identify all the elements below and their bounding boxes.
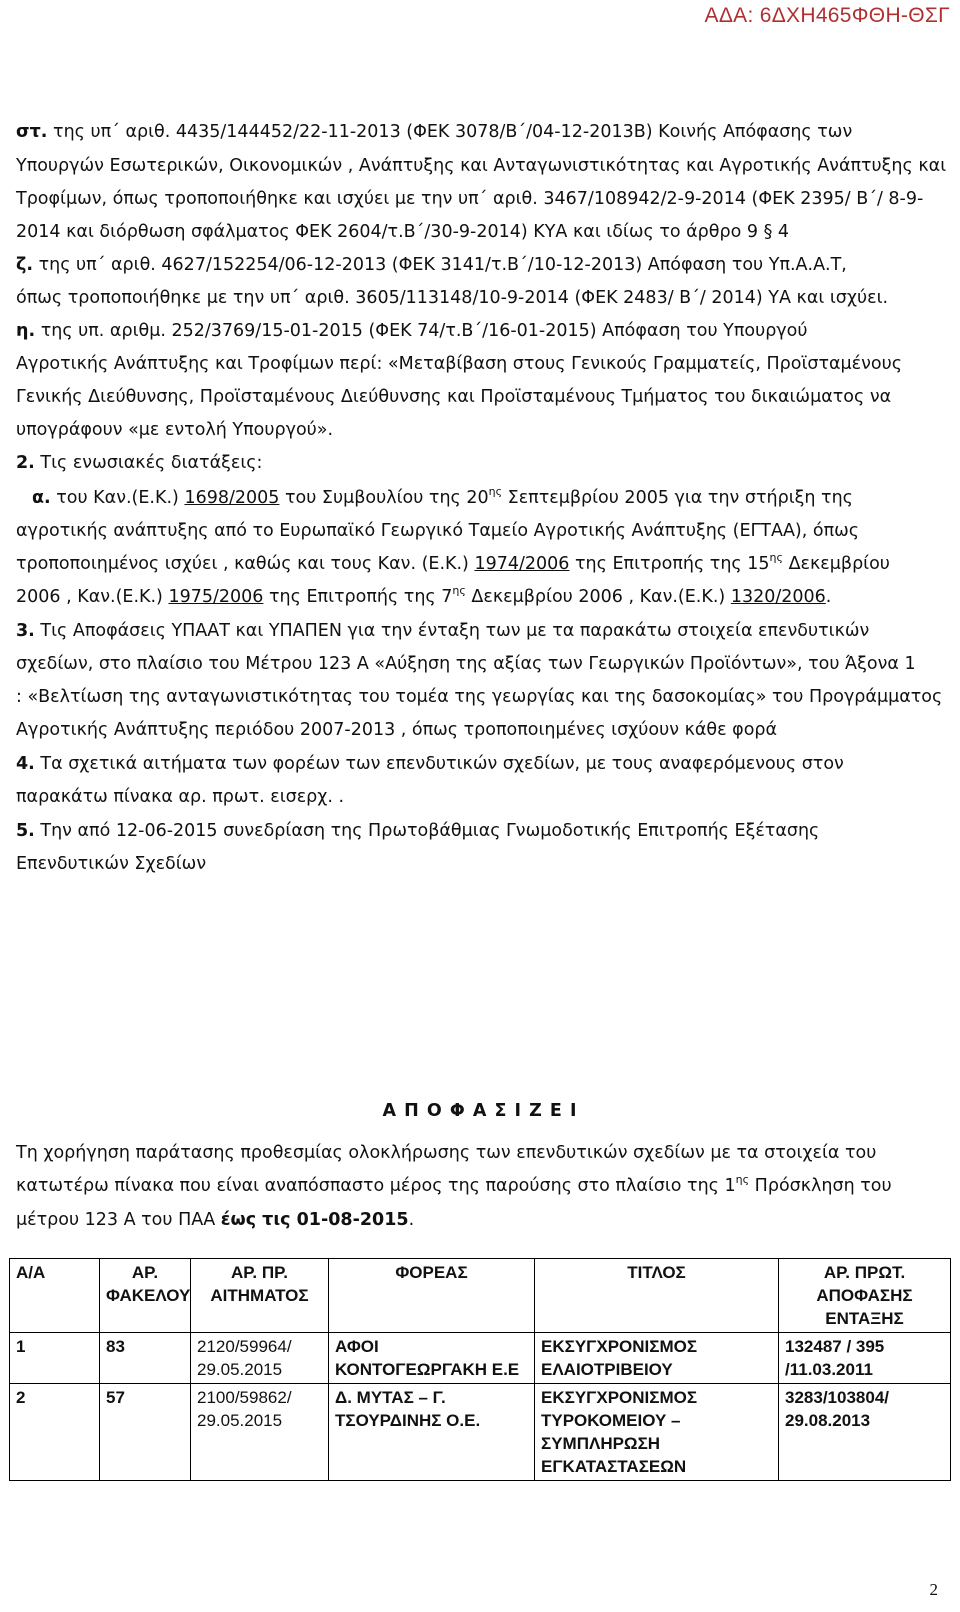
section-4-line2: παρακάτω πίνακα αρ. πρωτ. εισερχ. .: [16, 787, 345, 807]
regulation-link-1975[interactable]: 1975/2006: [168, 587, 264, 607]
regulation-link-1974[interactable]: 1974/2006: [474, 554, 570, 574]
item-a3-text-mid: της Επιτροπής της 15: [575, 554, 770, 574]
item-z-text: της υπ΄ αριθ. 4627/152254/06-12-2013 (ΦΕΚ 3141/τ.Β΄/10-12-2013) Απόφαση του Υπ.Α.Α.Τ,: [38, 255, 847, 275]
decision-line1: Τη χορήγηση παράτασης προθεσμίας ολοκλήρωσης των επενδυτικών σχεδίων με τα στοιχεία του: [16, 1143, 877, 1163]
cell-foreas: Δ. ΜΥΤΑΣ – Γ. ΤΣΟΥΡΔΙΝΗΣ Ο.Ε.: [329, 1384, 535, 1481]
col-header-aitima: ΑΡ. ΠΡ. ΑΙΤΗΜΑΤΟΣ: [191, 1259, 329, 1333]
item-st-label: στ.: [16, 122, 48, 142]
ordinal-suffix: ης: [735, 1173, 750, 1186]
section-4-line1: [16, 753, 844, 775]
table-header-row: [10, 1259, 951, 1333]
ada-identifier: ΑΔΑ: 6ΔΧΗ465ΦΘΗ-ΘΣΓ: [704, 4, 950, 27]
ordinal-suffix: ης: [769, 551, 783, 564]
regulation-link-1698[interactable]: 1698/2005: [184, 488, 280, 508]
table-row: [10, 1333, 951, 1384]
col-header-apofasi: ΑΡ. ΠΡΩΤ. ΑΠΟΦΑΣΗΣ ΕΝΤΑΞΗΣ: [779, 1259, 951, 1333]
section-2-text: Τις ενωσιακές διατάξεις:: [40, 453, 263, 473]
decision-line3-pre: μέτρου 123 Α του ΠΑΑ: [16, 1210, 216, 1230]
cell-aa: 1: [10, 1333, 100, 1384]
section-4-text: Τα σχετικά αιτήματα των φορέων των επενδυτικών σχεδίων, με τους αναφερόμενους στον: [40, 754, 844, 774]
item-h-line1: [16, 320, 808, 342]
section-4-number: 4.: [16, 754, 35, 774]
item-st-text: της υπ΄ αριθ. 4435/144452/22-11-2013 (ΦΕΚ 3078/Β΄/04-12-2013Β) Κοινής Απόφασης των: [53, 122, 853, 142]
cell-apofasi: 3283/103804/ 29.08.2013: [779, 1384, 951, 1481]
page-number: 2: [929, 1580, 938, 1599]
cell-fakelos: 57: [100, 1384, 191, 1481]
item-h-label: η.: [16, 321, 36, 341]
col-header-foreas: ΦΟΡΕΑΣ: [329, 1259, 535, 1333]
item-a-text-mid: του Συμβουλίου της 20: [284, 488, 489, 508]
item-a4-text-pre: 2006 , Καν.(Ε.Κ.): [16, 587, 163, 607]
item-a-line2: αγροτικής ανάπτυξης από το Ευρωπαϊκό Γεωργικό Ταμείο Αγροτικής Ανάπτυξης (ΕΓΤΑΑ), όπως: [16, 521, 860, 541]
decision-title: Α Π Ο Φ Α Σ Ι Ζ Ε Ι: [382, 1101, 578, 1121]
cell-apofasi: 132487 / 395 /11.03.2011: [779, 1333, 951, 1384]
cell-titlos: ΕΚΣΥΓΧΡΟΝΙΣΜΟΣ ΕΛΑΙΟΤΡΙΒΕΙΟΥ: [535, 1333, 779, 1384]
section-2: [16, 452, 262, 474]
item-z-label: ζ.: [16, 255, 33, 275]
item-a-line4: [16, 586, 831, 608]
decision-line3: [16, 1209, 414, 1231]
table-row: [10, 1384, 951, 1481]
section-3-text: Τις Αποφάσεις ΥΠΑΑΤ και ΥΠΑΠΕΝ για την ένταξη των με τα παρακάτω στοιχεία επενδυτικών: [40, 621, 870, 641]
ordinal-suffix: ης: [452, 584, 466, 597]
decision-line2-pre: κατωτέρω πίνακα που είναι αναπόσπαστο μέρος της παρούσης στο πλαίσιο της 1: [16, 1176, 736, 1196]
item-a4-text-mid: της Επιτροπής της 7: [269, 587, 453, 607]
section-3-line2: σχεδίων, στο πλαίσιο του Μέτρου 123 Α «Αύξηση της αξίας των Γεωργικών Προϊόντων», του Άξονα 1: [16, 654, 916, 674]
item-a-label: α.: [32, 488, 51, 508]
section-3-line4: Αγροτικής Ανάπτυξης περιόδου 2007-2013 , όπως τροποποιημένες ισχύουν κάθε φορά: [16, 720, 778, 740]
item-a-line3: [16, 553, 890, 575]
item-st-line1: [16, 121, 852, 143]
item-a3-text-post: Δεκεμβρίου: [788, 554, 890, 574]
item-h-line3: Γενικής Διεύθυνσης, Προϊσταμένους Διεύθυνσης και Προϊσταμένους Τμήματος του δικαιώματος να: [16, 387, 892, 407]
decision-line2: [16, 1175, 892, 1197]
cell-foreas: ΑΦΟΙ ΚΟΝΤΟΓΕΩΡΓΑΚΗ Ε.Ε: [329, 1333, 535, 1384]
col-header-fakelos: ΑΡ. ΦΑΚΕΛΟΥ: [100, 1259, 191, 1333]
cell-aitima: 2100/59862/ 29.05.2015: [191, 1384, 329, 1481]
item-a3-text-pre: τροποποιημένος ισχύει , καθώς και τους Καν. (Ε.Κ.): [16, 554, 469, 574]
item-h-line2: Αγροτικής Ανάπτυξης και Τροφίμων περί: «Μεταβίβαση στους Γενικούς Γραμματείς, Προϊσταμένους: [16, 354, 903, 374]
item-h-text: της υπ. αριθμ. 252/3769/15-01-2015 (ΦΕΚ 74/τ.Β΄/16-01-2015) Απόφαση του Υπουργού: [40, 321, 808, 341]
section-3-number: 3.: [16, 621, 35, 641]
ordinal-suffix: ης: [488, 485, 503, 498]
item-st-line2: Υπουργών Εσωτερικών, Οικονομικών , Ανάπτυξης και Ανταγωνιστικότητας και Αγροτικής Ανάπτυξης και: [16, 156, 947, 176]
section-3-line3: : «Βελτίωση της ανταγωνιστικότητας του τομέα της γεωργίας και της δασοκομίας» του Προγράμματος: [16, 687, 943, 707]
deadline-date: έως τις 01-08-2015: [220, 1210, 409, 1230]
item-a-line1: [32, 487, 853, 509]
col-header-aa: Α/Α: [10, 1259, 100, 1333]
decision-line3-end: .: [408, 1210, 415, 1230]
item-z-line1: [16, 254, 847, 276]
investment-plans-table: [9, 1258, 951, 1481]
item-a4-text-mid2: Δεκεμβρίου 2006 , Καν.(Ε.Κ.): [471, 587, 726, 607]
cell-fakelos: 83: [100, 1333, 191, 1384]
regulation-link-1320[interactable]: 1320/2006: [730, 587, 826, 607]
item-a-text-post: Σεπτεμβρίου 2005 για την στήριξη της: [507, 488, 853, 508]
section-5-number: 5.: [16, 821, 35, 841]
section-2-number: 2.: [16, 453, 35, 473]
col-header-titlos: ΤΙΤΛΟΣ: [535, 1259, 779, 1333]
section-5-line1: [16, 820, 819, 842]
cell-aitima: 2120/59964/ 29.05.2015: [191, 1333, 329, 1384]
item-a4-end: .: [825, 587, 832, 607]
item-a-text-pre: του Καν.(Ε.Κ.): [56, 488, 179, 508]
cell-titlos: ΕΚΣΥΓΧΡΟΝΙΣΜΟΣ ΤΥΡΟΚΟΜΕΙΟΥ – ΣΥΜΠΛΗΡΩΣΗ ΕΓΚΑΤΑΣΤΑΣΕΩΝ: [535, 1384, 779, 1481]
item-h-line4: υπογράφουν «με εντολή Υπουργού».: [16, 420, 334, 440]
section-5-line2: Επενδυτικών Σχεδίων: [16, 854, 207, 874]
section-3-line1: [16, 620, 869, 642]
cell-aa: 2: [10, 1384, 100, 1481]
section-5-text: Την από 12-06-2015 συνεδρίαση της Πρωτοβάθμιας Γνωμοδοτικής Επιτροπής Εξέτασης: [40, 821, 820, 841]
item-st-line3: Τροφίμων, όπως τροποποιήθηκε και ισχύει με την υπ΄ αριθ. 3467/108942/2-9-2014 (ΦΕΚ 2395/ Β΄/ 8-9-: [16, 189, 924, 209]
decision-line2-post: Πρόσκληση του: [754, 1176, 892, 1196]
item-z-line2: όπως τροποποιήθηκε με την υπ΄ αριθ. 3605/113148/10-9-2014 (ΦΕΚ 2483/ Β΄/ 2014) ΥΑ και ισχύει.: [16, 288, 889, 308]
item-st-line4: 2014 και διόρθωση σφάλματος ΦΕΚ 2604/τ.Β΄/30-9-2014) ΚΥΑ και ιδίως το άρθρο 9 § 4: [16, 222, 790, 242]
